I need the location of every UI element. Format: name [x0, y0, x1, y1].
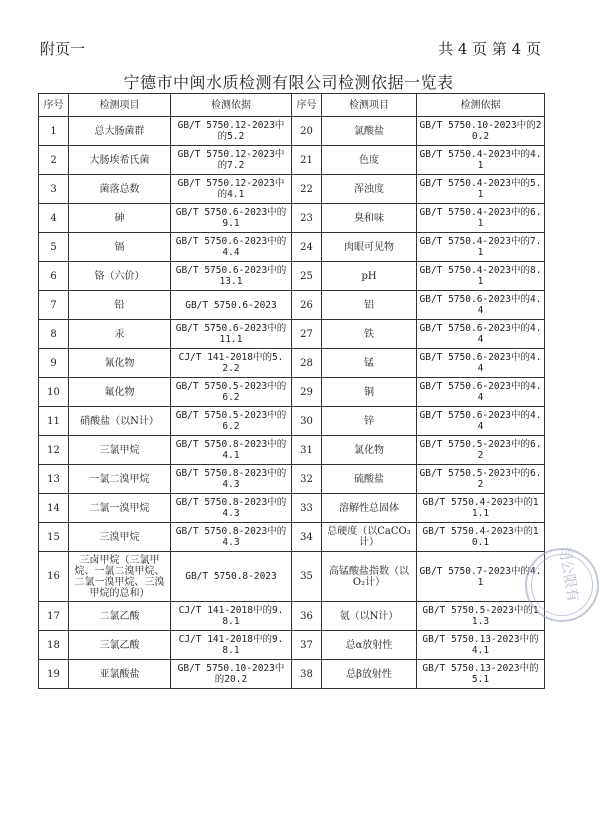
test-basis: GB/T 5750.4-2023中的5.1	[417, 175, 545, 204]
test-basis: GB/T 5750.4-2023中的7.1	[417, 233, 545, 262]
row-number: 2	[39, 146, 69, 175]
table-row	[39, 233, 545, 262]
row-number: 17	[39, 602, 69, 631]
table-header-row	[39, 94, 545, 117]
row-number: 8	[39, 320, 69, 349]
test-basis: GB/T 5750.4-2023中的8.1	[417, 262, 545, 291]
row-number: 24	[292, 233, 322, 262]
document-title: 宁德市中闽水质检测有限公司检测依据一览表	[123, 73, 454, 92]
row-number: 12	[39, 436, 69, 465]
col-header-no: 序号	[39, 94, 69, 117]
row-number: 5	[39, 233, 69, 262]
table-row	[39, 602, 545, 631]
table-row	[39, 117, 545, 146]
table-row	[39, 378, 545, 407]
test-item: 氨（以N计）	[322, 602, 417, 631]
row-number: 31	[292, 436, 322, 465]
test-item: 汞	[69, 320, 171, 349]
col-header-basis: 检测依据	[171, 94, 292, 117]
col-header-item: 检测项目	[322, 94, 417, 117]
test-item: 氯化物	[322, 436, 417, 465]
test-item: 锌	[322, 407, 417, 436]
test-basis: GB/T 5750.5-2023中的6.2	[417, 465, 545, 494]
test-item: 三氯甲烷	[69, 436, 171, 465]
test-item: 硝酸盐（以N计）	[69, 407, 171, 436]
row-number: 1	[39, 117, 69, 146]
row-number: 10	[39, 378, 69, 407]
row-number: 9	[39, 349, 69, 378]
row-number: 4	[39, 204, 69, 233]
test-basis: GB/T 5750.6-2023中的9.1	[171, 204, 292, 233]
test-item: 二氯一溴甲烷	[69, 494, 171, 523]
test-basis: GB/T 5750.10-2023中的20.2	[417, 117, 545, 146]
test-basis: GB/T 5750.6-2023中的4.4	[417, 291, 545, 320]
test-basis: GB/T 5750.4-2023中的11.1	[417, 494, 545, 523]
company-seal: 司公限有	[525, 548, 599, 622]
test-item: 一氯二溴甲烷	[69, 465, 171, 494]
test-basis: GB/T 5750.12-2023中的7.2	[171, 146, 292, 175]
table-row	[39, 146, 545, 175]
test-item: 肉眼可见物	[322, 233, 417, 262]
row-number: 18	[39, 631, 69, 660]
row-number: 33	[292, 494, 322, 523]
table-row	[39, 204, 545, 233]
test-basis: GB/T 5750.4-2023中的6.1	[417, 204, 545, 233]
test-basis: GB/T 5750.5-2023中的6.2	[417, 436, 545, 465]
test-item: 铅	[69, 291, 171, 320]
test-item: 亚氯酸盐	[69, 660, 171, 689]
test-item: 臭和味	[322, 204, 417, 233]
test-item: 色度	[322, 146, 417, 175]
test-basis: CJ/T 141-2018中的5.2.2	[171, 349, 292, 378]
testing-basis-table	[38, 93, 545, 689]
table-row	[39, 552, 545, 602]
test-basis: GB/T 5750.13-2023中的4.1	[417, 631, 545, 660]
table-row	[39, 175, 545, 204]
row-number: 22	[292, 175, 322, 204]
test-item: 总α放射性	[322, 631, 417, 660]
test-item: 氰化物	[69, 349, 171, 378]
row-number: 26	[292, 291, 322, 320]
test-basis: GB/T 5750.8-2023中的4.3	[171, 523, 292, 552]
row-number: 27	[292, 320, 322, 349]
appendix-label: 附页一	[40, 40, 86, 58]
table-row	[39, 436, 545, 465]
row-number: 34	[292, 523, 322, 552]
table-row	[39, 660, 545, 689]
row-number: 35	[292, 552, 322, 602]
table-row	[39, 407, 545, 436]
test-basis: GB/T 5750.8-2023中的4.3	[171, 494, 292, 523]
test-item: 溶解性总固体	[322, 494, 417, 523]
row-number: 37	[292, 631, 322, 660]
test-basis: GB/T 5750.5-2023中的6.2	[171, 407, 292, 436]
test-basis: GB/T 5750.13-2023中的5.1	[417, 660, 545, 689]
test-item: 三溴甲烷	[69, 523, 171, 552]
test-item: 三卤甲烷（三氯甲烷、一氯二溴甲烷、二氯一溴甲烷、三溴甲烷的总和）	[69, 552, 171, 602]
row-number: 28	[292, 349, 322, 378]
test-item: 氟化物	[69, 378, 171, 407]
test-basis: GB/T 5750.8-2023中的4.3	[171, 465, 292, 494]
row-number: 32	[292, 465, 322, 494]
row-number: 15	[39, 523, 69, 552]
test-basis: GB/T 5750.6-2023中的4.4	[417, 320, 545, 349]
test-basis: CJ/T 141-2018中的9.8.1	[171, 631, 292, 660]
test-item: 三氯乙酸	[69, 631, 171, 660]
table-row	[39, 465, 545, 494]
row-number: 3	[39, 175, 69, 204]
test-basis: GB/T 5750.12-2023中的5.2	[171, 117, 292, 146]
row-number: 7	[39, 291, 69, 320]
table-row	[39, 523, 545, 552]
col-header-item: 检测项目	[69, 94, 171, 117]
row-number: 36	[292, 602, 322, 631]
test-item: 总硬度（以CaCO₃计）	[322, 523, 417, 552]
table-row	[39, 349, 545, 378]
row-number: 14	[39, 494, 69, 523]
test-basis: GB/T 5750.8-2023中的4.1	[171, 436, 292, 465]
test-item: 浑浊度	[322, 175, 417, 204]
test-item: 菌落总数	[69, 175, 171, 204]
row-number: 6	[39, 262, 69, 291]
table-row	[39, 494, 545, 523]
row-number: 19	[39, 660, 69, 689]
test-item: pH	[322, 262, 417, 291]
test-item: 硫酸盐	[322, 465, 417, 494]
test-item: 大肠埃希氏菌	[69, 146, 171, 175]
test-basis: GB/T 5750.6-2023中的4.4	[417, 349, 545, 378]
row-number: 38	[292, 660, 322, 689]
test-basis: GB/T 5750.12-2023中的4.1	[171, 175, 292, 204]
test-basis: CJ/T 141-2018中的9.8.1	[171, 602, 292, 631]
col-header-no: 序号	[292, 94, 322, 117]
row-number: 30	[292, 407, 322, 436]
test-item: 总大肠菌群	[69, 117, 171, 146]
test-basis: GB/T 5750.6-2023中的4.4	[417, 378, 545, 407]
row-number: 11	[39, 407, 69, 436]
table-row	[39, 320, 545, 349]
test-basis: GB/T 5750.5-2023中的11.3	[417, 602, 545, 631]
test-basis: GB/T 5750.4-2023中的4.1	[417, 146, 545, 175]
row-number: 16	[39, 552, 69, 602]
test-item: 氯酸盐	[322, 117, 417, 146]
row-number: 23	[292, 204, 322, 233]
test-item: 铬（六价）	[69, 262, 171, 291]
test-item: 锰	[322, 349, 417, 378]
test-basis: GB/T 5750.10-2023中的20.2	[171, 660, 292, 689]
test-item: 镉	[69, 233, 171, 262]
test-basis: GB/T 5750.5-2023中的6.2	[171, 378, 292, 407]
test-item: 二氯乙酸	[69, 602, 171, 631]
row-number: 25	[292, 262, 322, 291]
table-row	[39, 262, 545, 291]
test-item: 总β放射性	[322, 660, 417, 689]
row-number: 20	[292, 117, 322, 146]
test-basis: GB/T 5750.7-2023中的4.1	[417, 552, 545, 602]
test-basis: GB/T 5750.4-2023中的10.1	[417, 523, 545, 552]
row-number: 21	[292, 146, 322, 175]
table-row	[39, 631, 545, 660]
test-item: 砷	[69, 204, 171, 233]
test-item: 铝	[322, 291, 417, 320]
test-basis: GB/T 5750.6-2023中的4.4	[417, 407, 545, 436]
test-item: 铁	[322, 320, 417, 349]
page-indicator: 共 4 页 第 4 页	[438, 40, 541, 58]
table-row	[39, 291, 545, 320]
test-item: 高锰酸盐指数（以O₂计）	[322, 552, 417, 602]
col-header-basis: 检测依据	[417, 94, 545, 117]
test-basis: GB/T 5750.6-2023中的13.1	[171, 262, 292, 291]
test-basis: GB/T 5750.6-2023	[171, 291, 292, 320]
row-number: 13	[39, 465, 69, 494]
test-basis: GB/T 5750.8-2023	[171, 552, 292, 602]
test-item: 铜	[322, 378, 417, 407]
test-basis: GB/T 5750.6-2023中的4.4	[171, 233, 292, 262]
row-number: 29	[292, 378, 322, 407]
test-basis: GB/T 5750.6-2023中的11.1	[171, 320, 292, 349]
